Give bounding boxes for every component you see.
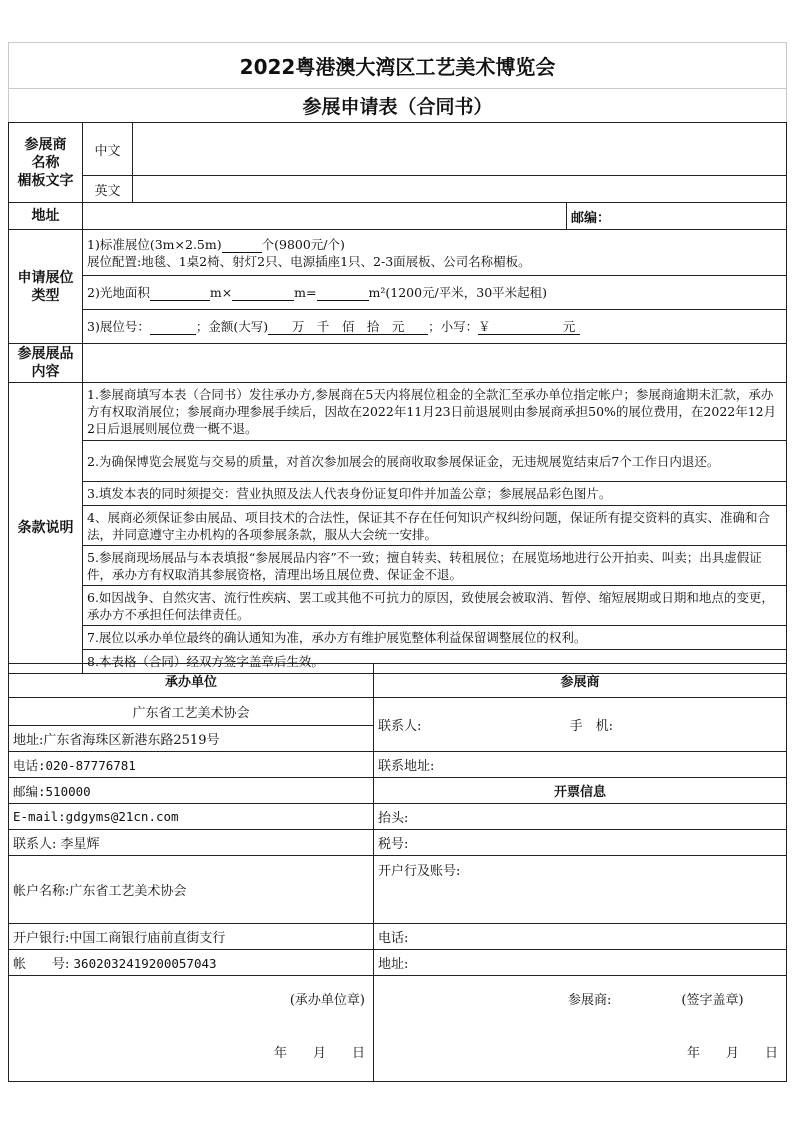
chinese-name-field[interactable] bbox=[133, 123, 787, 176]
organizer-account-label: 帐 号: bbox=[13, 957, 70, 972]
application-form bbox=[8, 122, 787, 674]
exhibits-field[interactable] bbox=[83, 344, 787, 383]
raw-space-option bbox=[83, 276, 787, 310]
chinese-label: 中文 bbox=[83, 123, 133, 176]
page-title: 2022粤港澳大湾区工艺美术博览会 bbox=[9, 43, 787, 89]
organizer-bank: 开户银行:中国工商银行庙前直街支行 bbox=[9, 924, 374, 950]
organizer-header: 承办单位 bbox=[9, 664, 374, 698]
postcode-field[interactable] bbox=[567, 203, 787, 230]
term-item-2: 2.为确保博览会展览与交易的质量，对首次参加展会的展商收取参展保证金，无违规展览结束后7个工作日内退还。 bbox=[83, 441, 787, 482]
booth-type-label bbox=[9, 230, 83, 344]
standard-booth-option bbox=[83, 230, 787, 276]
exhibitor-sign-label: 参展商: bbox=[568, 993, 612, 1009]
english-name-field[interactable] bbox=[133, 176, 787, 203]
organizer-postcode: 邮编:510000 bbox=[9, 778, 374, 804]
organizer-date: 年 月 日 bbox=[9, 1022, 374, 1082]
raw-space-prefix: 2)光地面积 bbox=[87, 285, 150, 300]
exhibitor-date: 年 月 日 bbox=[374, 1022, 787, 1082]
exhibitor-contact-row bbox=[374, 698, 787, 752]
booth-number-label: 3)展位号： bbox=[87, 319, 150, 334]
sign-label-line2: 名称 bbox=[31, 154, 60, 171]
raw-space-eq: m= bbox=[294, 285, 317, 300]
terms-label: 条款说明 bbox=[9, 383, 83, 674]
standard-booth-config: 展位配置:地毯、1桌2椅、射灯2只、电源插座1只、2-3面展板、公司名称楣板。 bbox=[87, 253, 531, 269]
exhibitor-contact-address: 联系地址: bbox=[374, 752, 787, 778]
exhibitor-seal: (签字盖章) bbox=[681, 993, 744, 1009]
organizer-phone: 电话:020-87776781 bbox=[9, 752, 374, 778]
exhibits-label bbox=[9, 344, 83, 383]
booth-type-label-line2: 类型 bbox=[31, 287, 60, 304]
signing-block bbox=[8, 663, 787, 1082]
sign-label bbox=[9, 123, 83, 203]
exhibitor-header: 参展商 bbox=[374, 664, 787, 698]
yuan-sign: ￥ bbox=[478, 319, 491, 334]
amount-figures-input[interactable] bbox=[478, 320, 558, 335]
amount-words-input[interactable]: 万 千 佰 拾 元 bbox=[268, 320, 428, 335]
yuan-unit: 元 bbox=[558, 320, 580, 335]
organizer-address: 地址:广东省海珠区新港东路2519号 bbox=[9, 726, 374, 752]
exhibitor-mobile-label: 手 机: bbox=[569, 719, 614, 734]
raw-space-times: m× bbox=[209, 285, 233, 300]
organizer-account-number: 3602032419200057043 bbox=[73, 956, 217, 971]
booth-number-input[interactable] bbox=[150, 334, 196, 335]
page-subtitle: 参展申请表（合同书） bbox=[9, 89, 787, 123]
exhibits-label-line1: 参展展品 bbox=[17, 346, 74, 362]
term-item-3: 3.填发本表的同时须提交：营业执照及法人代表身份证复印件并加盖公章；参展展品彩色图片。 bbox=[83, 482, 787, 506]
address-field[interactable] bbox=[83, 203, 567, 230]
booth-type-label-line1: 申请展位 bbox=[17, 269, 74, 286]
exhibitor-phone-field[interactable]: 电话: bbox=[374, 924, 787, 950]
term-item-4: 4、展商必须保证参由展品、项目技术的合法性，保证其不存在任何知识产权纠纷问题，保证所有提交资料的真实、准确和合法，并同意遵守主办机构的各项参展条款，服从大会统一安排。 bbox=[83, 506, 787, 546]
term-item-6: 6.如因战争、自然灾害、流行性疾病、罢工或其他不可抗力的原因，致使展会被取消、暂停、缩短展期或日期和地点的变更，承办方不承担任何法律责任。 bbox=[83, 586, 787, 626]
organizer-account-row bbox=[9, 950, 374, 976]
organizer-email: E-mail:gdgyms@21cn.com bbox=[9, 804, 374, 830]
term-item-5: 5.参展商现场展品与本表填报“参展展品内容”不一致；擅自转卖、转租展位；在展览场地进行公开拍卖、叫卖；出具虚假证件，承办方有权取消其参展资格，清理出场且展位费、保证金不退。 bbox=[83, 546, 787, 586]
bank-account-field[interactable]: 开户行及账号: bbox=[374, 856, 787, 924]
tax-number-field[interactable]: 税号: bbox=[374, 830, 787, 856]
title-table bbox=[8, 42, 787, 123]
raw-space-length-input[interactable] bbox=[150, 300, 210, 301]
organizer-contact: 联系人: 李星辉 bbox=[9, 830, 374, 856]
raw-space-width-input[interactable] bbox=[232, 300, 294, 301]
organizer-account-name: 帐户名称:广东省工艺美术协会 bbox=[9, 856, 374, 924]
postcode-label: 邮编： bbox=[571, 210, 611, 226]
raw-space-area-input[interactable] bbox=[317, 300, 369, 301]
booth-number-row bbox=[83, 310, 787, 344]
organizer-seal: (承办单位章) bbox=[9, 976, 374, 1022]
invoice-header: 开票信息 bbox=[374, 778, 787, 804]
invoice-title-field[interactable]: 抬头: bbox=[374, 804, 787, 830]
amount-figures-label: ；小写： bbox=[428, 319, 479, 334]
term-item-8: 8.本表格（合同）经双方签字盖章后生效。 bbox=[83, 650, 787, 674]
address-label: 地址 bbox=[9, 203, 83, 230]
exhibitor-address-field[interactable]: 地址: bbox=[374, 950, 787, 976]
amount-words-label: ；金额(大写) bbox=[195, 319, 269, 334]
exhibits-label-line2: 内容 bbox=[31, 364, 60, 380]
term-item-7: 7.展位以承办单位最终的确认通知为准，承办方有维护展览整体利益保留调整展位的权利。 bbox=[83, 626, 787, 650]
raw-space-suffix: m²(1200元/平米，30平米起租) bbox=[368, 285, 548, 300]
sign-label-line1: 参展商 bbox=[24, 136, 67, 153]
standard-booth-prefix: 1)标准展位(3m×2.5m) bbox=[87, 236, 222, 252]
exhibitor-sign-row bbox=[374, 976, 787, 1022]
english-label: 英文 bbox=[83, 176, 133, 203]
term-item-1: 1.参展商填写本表（合同书）发往承办方,参展商在5天内将展位租金的全款汇至承办单位指定帐户；参展商逾期未汇款，承办方有权取消展位；参展商办理参展手续后，因故在2022年11月23日前退展则由参展商承担50%的展位费用，在2022年12月2日后退展则展位费一概不退。 bbox=[83, 383, 787, 441]
sign-label-line3: 楣板文字 bbox=[17, 172, 74, 189]
standard-booth-unit: 个(9800元/个) bbox=[261, 236, 345, 252]
exhibitor-contact-label: 联系人: bbox=[378, 719, 422, 734]
organizer-name: 广东省工艺美术协会 bbox=[9, 698, 374, 726]
